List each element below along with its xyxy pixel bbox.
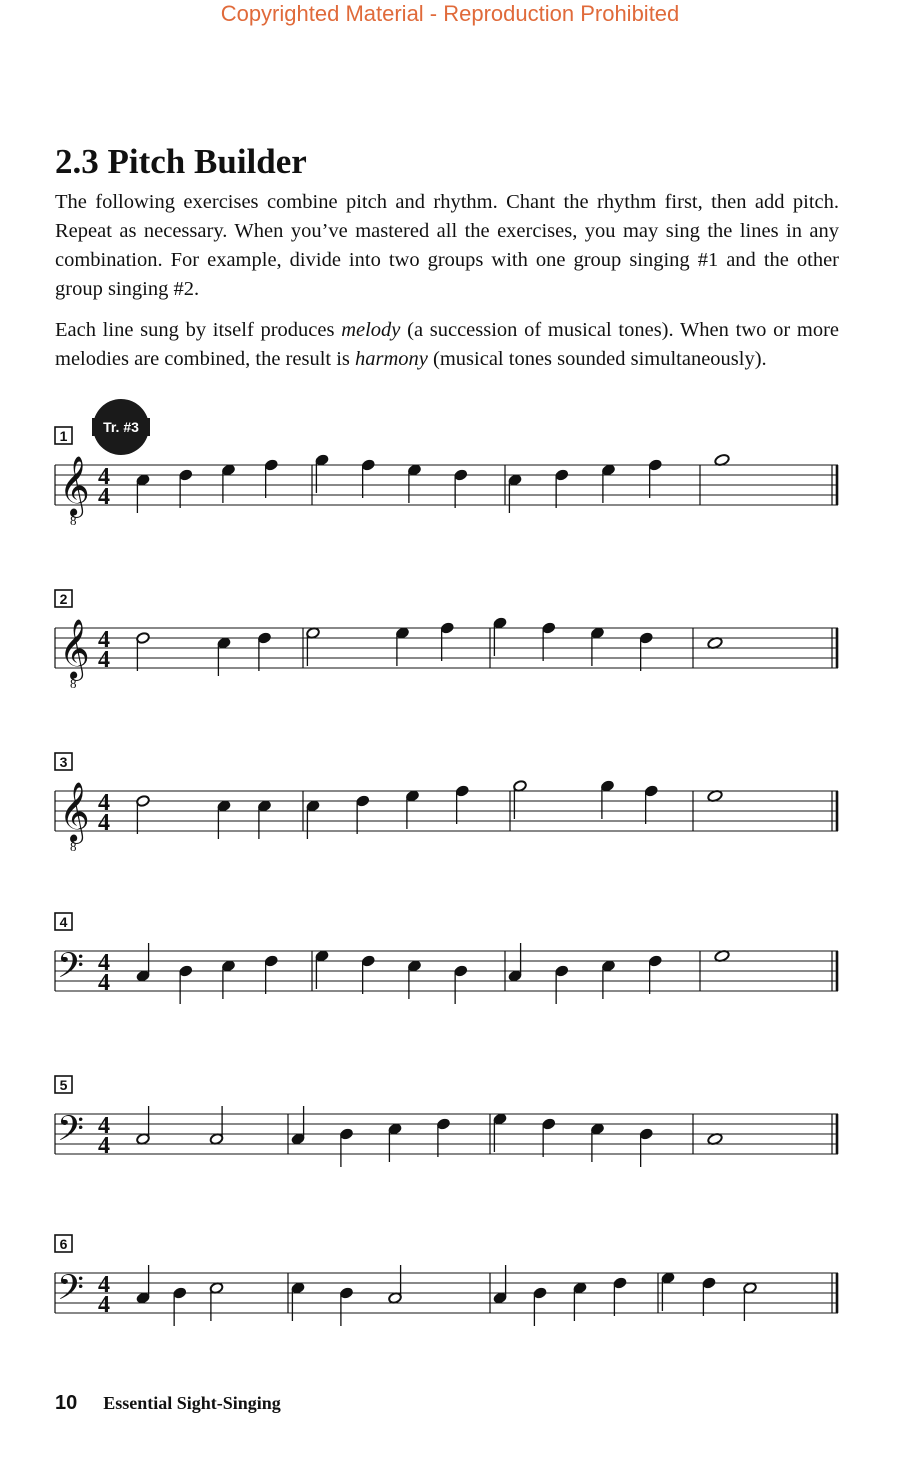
exercise-number: 5 <box>59 1077 68 1093</box>
time-signature-top: 4 <box>98 790 110 816</box>
treble-clef-icon: 𝄞 <box>59 782 90 842</box>
exercise-number: 6 <box>59 1236 68 1252</box>
bass-clef-icon: 𝄢 <box>57 945 85 994</box>
exercise-2 <box>55 590 838 691</box>
track-badge: Tr. #3 <box>103 419 139 435</box>
time-signature-top: 4 <box>98 464 110 490</box>
para2-text-a: Each line sung by itself produces <box>55 319 342 341</box>
bass-clef-icon: 𝄢 <box>57 1108 85 1157</box>
octave-down-mark: 8 <box>70 513 77 528</box>
time-signature-bottom: 4 <box>98 810 110 836</box>
exercise-number: 3 <box>59 754 68 770</box>
time-signature-bottom: 4 <box>98 1292 110 1318</box>
exercise-3 <box>55 753 838 854</box>
time-signature-bottom: 4 <box>98 647 110 673</box>
treble-clef-icon: 𝄞 <box>59 456 90 516</box>
exercise-4 <box>55 913 838 1004</box>
time-signature-bottom: 4 <box>98 970 110 996</box>
time-signature-top: 4 <box>98 950 110 976</box>
treble-clef-icon: 𝄞 <box>59 619 90 679</box>
time-signature-top: 4 <box>98 627 110 653</box>
exercise-6 <box>55 1235 838 1326</box>
bass-clef-icon: 𝄢 <box>57 1267 85 1316</box>
copyright-watermark: Copyrighted Material - Reproduction Prohibited <box>220 1 680 26</box>
octave-down-mark: 8 <box>70 839 77 854</box>
time-signature-bottom: 4 <box>98 484 110 510</box>
octave-down-mark: 8 <box>70 676 77 691</box>
time-signature-bottom: 4 <box>98 1133 110 1159</box>
exercise-number: 2 <box>59 591 68 607</box>
intro-paragraph: The following exercises combine pitch and rhythm. Chant the rhythm first, then add pitch. Repeat as necessary. When you’ve mastered all the exercises, you may sing the lines in any combination. For example, divide into two groups with one group singing #1 and the other group singing #2. <box>55 191 839 300</box>
term-harmony: harmony <box>355 348 428 370</box>
page-number: 10 <box>55 1392 78 1414</box>
exercise-5 <box>55 1076 838 1167</box>
exercise-number: 4 <box>59 914 68 930</box>
time-signature-top: 4 <box>98 1272 110 1298</box>
exercise-number: 1 <box>59 428 68 444</box>
book-title: Essential Sight-Singing <box>103 1393 281 1413</box>
term-melody: melody <box>341 319 401 341</box>
time-signature-top: 4 <box>98 1113 110 1139</box>
para2-text-b: (a succession of musical tones). When two or more melodies are combined, the result is <box>55 319 839 370</box>
exercise-1 <box>55 399 838 528</box>
page-footer <box>55 1392 281 1415</box>
para2-text-c: (musical tones sounded simultaneously). <box>427 348 767 370</box>
section-title: 2.3 Pitch Builder <box>55 142 307 181</box>
